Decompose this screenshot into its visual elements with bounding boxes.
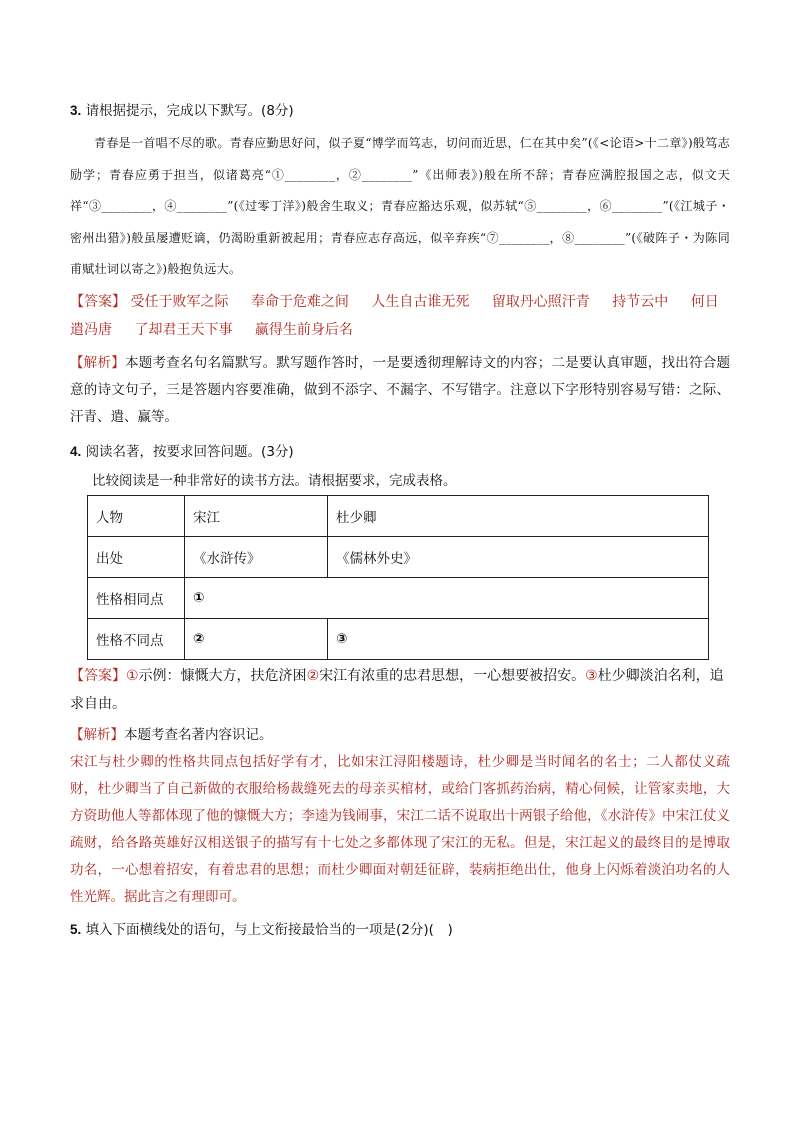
question-3-analysis [70,350,730,431]
question-number: 4. [70,443,82,459]
answer-item: 受任于败军之际 [130,293,229,310]
question-3-answer [70,288,730,344]
answer-item: 人生自古谁无死 [371,293,470,310]
answer-item: 奉命于危难之间 [250,293,349,310]
question-4-analysis-head [70,722,730,749]
table-cell: 宋江 [185,495,328,536]
document-content [70,100,730,947]
table-cell: 性格相同点 [88,577,185,618]
table-row [88,495,709,536]
answer-item: 赢得生前身后名 [254,321,353,338]
table-row [88,618,709,659]
table-cell: ② [185,618,328,659]
question-4-analysis-body: 宋江与杜少卿的性格共同点包括好学有才，比如宋江浔阳楼题诗，杜少卿是当时闻名的名士；二人都仗义疏财，杜少卿当了自己新做的衣服给杨裁缝死去的母亲买棺材，或给门客抓药治病，精心伺候，让管家卖地，大方资助他人等都体现了他的慷慨大方；李逵为钱闹事，宋江二话不说取出十两银子给他，《水浒传》中宋江仗义疏财，给各路英雄好汉相送银子的描写有十七处之多都体现了宋江的无私。但是，宋江起义的最终目的是博取功名，一心想着招安，有着忠君的思想；而杜少卿面对朝廷征辟，装病拒绝出仕，他身上闪烁着淡泊功名的人性光辉。据此言之有理即可。 [70,753,730,905]
question-number: 5. [70,921,82,937]
analysis-text: 本题考查名著内容识记。 [124,726,273,743]
table-cell: 出处 [88,536,185,577]
table-cell: 杜少卿 [328,495,709,536]
table-cell: ③ [328,618,709,659]
table-cell: 《儒林外史》 [328,536,709,577]
table-cell: 人物 [88,495,185,536]
question-text: 填入下面横线处的语句，与上文衔接最恰当的一项是(2分)( ) [85,921,453,938]
table-cell: 《水浒传》 [185,536,328,577]
question-5-title [70,919,730,941]
question-4-title [70,441,730,463]
answer-item: 留取丹心照汗青 [491,293,590,310]
answer-marker: ③ [585,667,598,684]
question-text: 阅读名著，按要求回答问题。(3分) [85,443,294,460]
comparison-table [87,495,709,660]
answer-text: 杜少卿淡泊名利，追求自由。 [70,667,724,712]
analysis-text: 本题考查名句名篇默写。默写题作答时，一是要透彻理解诗文的内容；二是要认真审题，找出符合题意的诗文句子，三是答题内容要准确，做到不添字、不漏字、不写错字。注意以下字形特别容易写错：之际、汗青、遣、赢等。 [70,354,731,425]
answer-tag: 【答案】 [70,293,126,310]
question-text: 请根据提示，完成以下默写。(8分) [85,103,294,119]
answer-item: 何日遣冯唐 [70,293,719,338]
question-3-title [70,100,730,122]
question-4-answer [70,662,730,718]
question-4-intro: 比较阅读是一种非常好的读书方法。请根据要求，完成表格。 [92,472,457,489]
table-cell: 性格不同点 [88,618,185,659]
question-3-poem: 青春是一首唱不尽的歌。青春应勤思好问，似子夏“博学而笃志，切问而近思，仁在其中矣”(《<论语>十二章》)般笃志励学；青春应勇于担当，似诸葛亮“①________，②________”《出师表》)般在所不辞；青春应满腔报国之志，似文天祥“③________，④________”(《过零丁洋》)般舍生取义；青春应豁达乐观，似苏轼“⑤________，⑥________”(《江城子・密州出猎》)般虽屡遭贬谪，仍渴盼重新被起用；青春应志存高远，似辛弃疾“⑦________，⑧________”(《破阵子・为陈同甫赋壮词以寄之》)般抱负远大。 [70,136,730,276]
answer-item: 持节云中 [612,293,669,310]
answer-marker: ① [126,667,139,684]
question-number: 3. [70,103,82,118]
answer-marker: ② [306,667,320,684]
answer-tag: 【答案】 [70,667,126,684]
analysis-tag: 【解析】 [70,354,126,371]
table-row [88,577,709,618]
analysis-tag: 【解析】 [70,726,124,743]
table-row [88,536,709,577]
answer-item: 了却君王天下事 [134,321,233,338]
table-cell: ① [185,577,709,618]
answer-text: 宋江有浓重的忠君思想，一心想要被招安。 [319,667,586,684]
answer-text: 示例：慷慨大方，扶危济困 [138,667,307,684]
